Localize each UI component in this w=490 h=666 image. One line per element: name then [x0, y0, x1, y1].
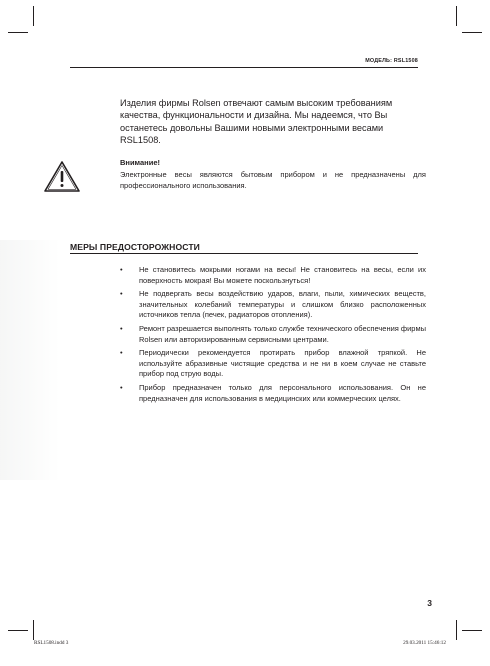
bullet-icon: •	[120, 382, 123, 392]
warning-triangle-icon	[43, 160, 81, 194]
warning-block	[120, 158, 426, 191]
warning-text: Электронные весы являются бытовым прибором и не предназначены для профессионального использования.	[120, 170, 426, 190]
crop-mark	[8, 630, 28, 631]
precautions-list	[120, 265, 426, 407]
header-rule	[70, 67, 418, 68]
list-item	[120, 265, 426, 286]
list-item	[120, 324, 426, 345]
section-rule	[70, 253, 418, 254]
crop-mark	[8, 32, 28, 33]
list-item	[120, 348, 426, 380]
crop-mark	[456, 620, 457, 640]
intro-paragraph: Изделия фирмы Rolsen отвечают самым высоким требованиям качества, функциональности и дизайна. Мы надеемся, что Вы останетесь довольны Вашими новыми электронными весами RSL1508.	[120, 98, 393, 145]
decorative-side-graphic	[0, 240, 60, 480]
list-item-text: Ремонт разрешается выполнять только службе технического обеспечения фирмы Rolsen или авторизированным сервисными центрами.	[139, 323, 427, 344]
bullet-icon: •	[120, 323, 123, 333]
bullet-icon: •	[120, 265, 123, 274]
footer-file-name: RSL1508.indd 3	[34, 640, 69, 646]
crop-mark	[456, 6, 457, 26]
model-label: МОДЕЛЬ: RSL1508	[365, 58, 418, 64]
bullet-icon: •	[120, 289, 123, 299]
page-number: 3	[427, 598, 432, 608]
list-item-text: Периодически рекомендуется протирать прибор влажной тряпкой. Не используйте абразивные чистящие средства и не ни в коем случае не ставьте прибор под струю воды.	[139, 348, 426, 379]
warning-title: Внимание!	[120, 158, 160, 167]
list-item-text: Не подвергать весы воздействию ударов, влаги, пыли, химических веществ, значительных колебаний температуры и слишком близко расположенных источников тепла (печек, радиаторов отопления).	[139, 289, 426, 320]
list-item	[120, 383, 426, 404]
crop-mark	[33, 620, 34, 640]
list-item-text: Прибор предназначен только для персонального использования. Он не предназначен для использования в медицинских или коммерческих целях.	[139, 382, 426, 403]
list-item-text: Не становитесь мокрыми ногами на весы! Не становитесь на весы, если их поверхность мокрая! Вы можете поскользнуться!	[139, 265, 426, 285]
footer-timestamp: 29.03.2011 15:46:12	[403, 640, 446, 646]
bullet-icon: •	[120, 348, 123, 358]
crop-mark	[33, 6, 34, 26]
list-item	[120, 289, 426, 321]
crop-mark	[462, 630, 482, 631]
section-title: МЕРЫ ПРЕДОСТОРОЖНОСТИ	[70, 242, 200, 252]
crop-mark	[462, 32, 482, 33]
